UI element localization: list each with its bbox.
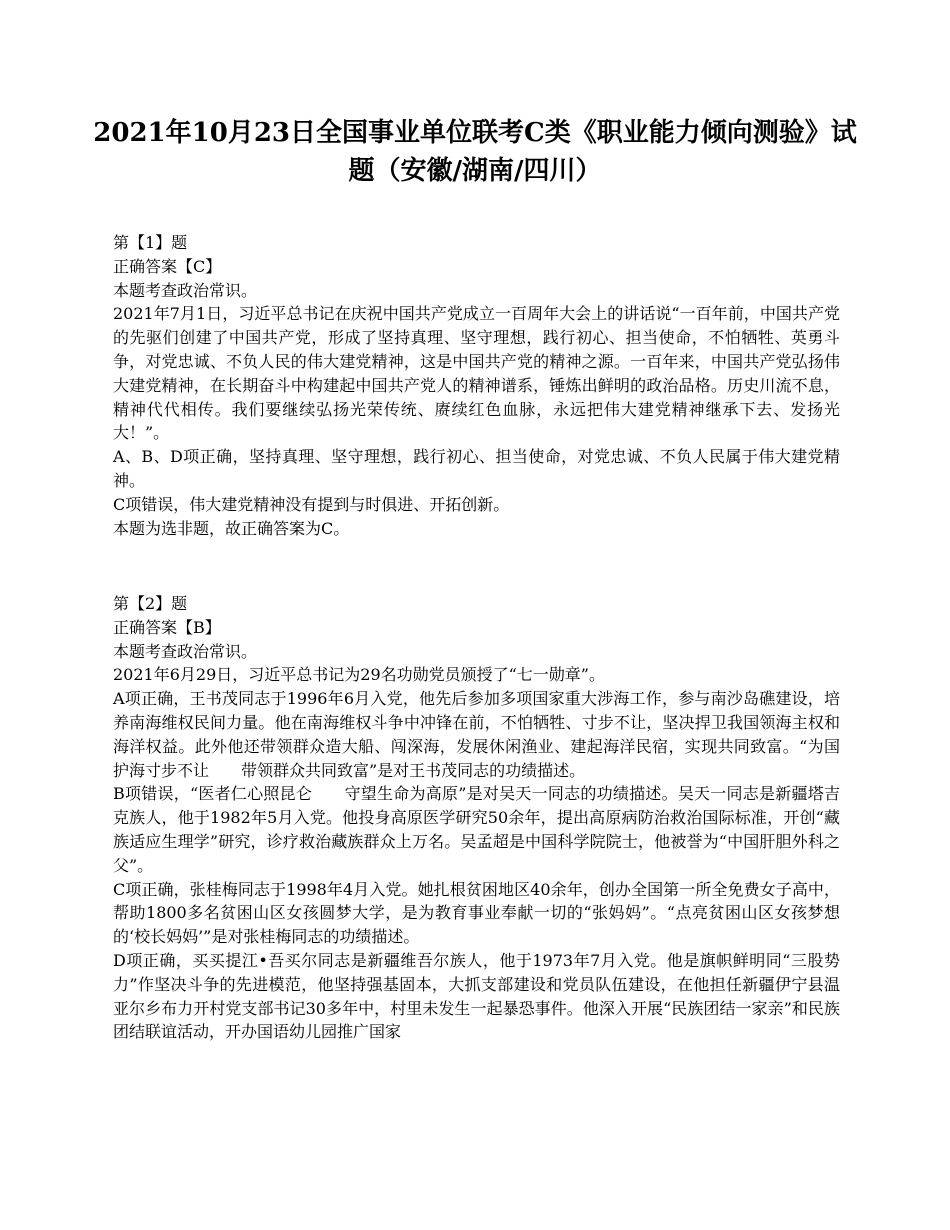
- question-heading: 第【2】题: [113, 594, 188, 613]
- correct-answer: 正确答案【B】: [113, 617, 221, 637]
- explanation-paragraph: C项正确，张桂梅同志于1998年4月入党。她扎根贫困地区40余年，创办全国第一所全免费女子高中，帮助1800多名贫困山区女孩圆梦大学，是为教育事业奉献一切的“张妈妈”。“点亮贫困山区女孩梦想的‘校长妈妈’”是对张桂梅同志的功绩描述。: [113, 879, 840, 947]
- explanation-paragraph: 本题考查政治常识。: [113, 641, 258, 661]
- correct-answer: 正确答案【C】: [113, 256, 222, 276]
- explanation-paragraph: 本题为选非题，故正确答案为C。: [113, 518, 350, 538]
- document-title: 2021年10月23日全国事业单位联考C类《职业能力倾向测验》试题（安徽/湖南/四川）: [93, 118, 857, 186]
- explanation-paragraph: 本题考查政治常识。: [113, 280, 258, 300]
- explanation-paragraph: B项错误，“医者仁心照昆仑 守望生命为高原”是对吴天一同志的功绩描述。吴天一同志是新疆塔吉克族人，他于1982年5月入党。他投身高原医学研究50余年，提出高原病防治救治国际标准，开创“藏族适应生理学”研究，诊疗救治藏族群众上万名。吴孟超是中国科学院院士，他被誉为“中国肝胆外科之父”。: [113, 784, 840, 875]
- explanation-paragraph: A、B、D项正确，坚持真理、坚守理想，践行初心、担当使命，对党忠诚、不负人民属于伟大建党精神。: [113, 447, 840, 490]
- explanation-paragraph: D项正确，买买提江•吾买尔同志是新疆维吾尔族人，他于1973年7月入党。他是旗帜鲜明同“三股势力”作坚决斗争的先进模范，他坚持强基固本，大抓支部建设和党员队伍建设，在他担任新疆伊宁县温亚尔乡布力开村党支部书记30多年中，村里未发生一起暴恐事件。他深入开展“民族团结一家亲”和民族团结联谊活动，开办国语幼儿园推广国家: [113, 950, 840, 1042]
- question-block-2: [113, 592, 840, 1044]
- question-heading: 第【1】题: [113, 233, 188, 252]
- explanation-paragraph: 2021年6月29日，习近平总书记为29名功勋党员颁授了“七一勋章”。: [113, 665, 605, 685]
- explanation-paragraph: A项正确，王书茂同志于1996年6月入党，他先后参加多项国家重大涉海工作，参与南沙岛礁建设，培养南海维权民间力量。他在南海维权斗争中冲锋在前，不怕牺牲、寸步不让，坚决捍卫我国领海主权和海洋权益。此外他还带领群众造大船、闯深海，发展休闲渔业、建起海洋民宿，实现共同致富。“为国护海寸步不让 带领群众共同致富”是对王书茂同志的功绩描述。: [113, 689, 840, 780]
- question-block-1: [113, 231, 840, 540]
- explanation-paragraph: C项错误，伟大建党精神没有提到与时俱进、开拓创新。: [113, 494, 510, 514]
- explanation-paragraph: 2021年7月1日，习近平总书记在庆祝中国共产党成立一百周年大会上的讲话说“一百年前，中国共产党的先驱们创建了中国共产党，形成了坚持真理、坚守理想，践行初心、担当使命，不怕牺牲、英勇斗争，对党忠诚、不负人民的伟大建党精神，这是中国共产党的精神之源。一百年来，中国共产党弘扬伟大建党精神，在长期奋斗中构建起中国共产党人的精神谱系，锤炼出鲜明的政治品格。历史川流不息，精神代代相传。我们要继续弘扬光荣传统、赓续红色血脉，永远把伟大建党精神继承下去、发扬光大！”。: [113, 304, 840, 443]
